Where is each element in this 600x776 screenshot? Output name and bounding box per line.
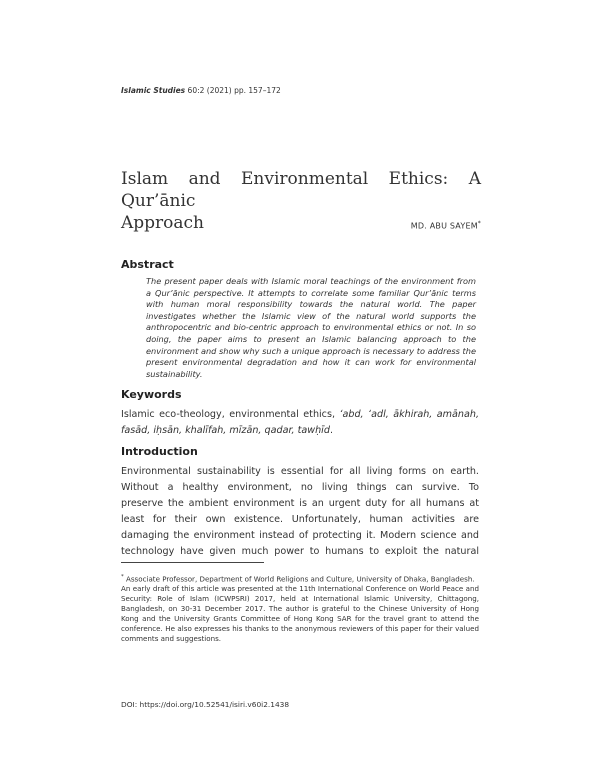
keywords-heading: Keywords [121,388,182,401]
introduction-line: Without a healthy environment, no living things can survive. To [121,482,479,493]
footnote-affiliation [121,572,479,584]
article-title-line-2: Approach [121,213,205,233]
footnote-marker: * [121,574,124,580]
doi-link[interactable]: DOI: https://doi.org/10.52541/isiri.v60i2.1438 [121,700,290,709]
journal-name: Islamic Studies [121,86,186,95]
author [411,220,481,231]
running-head [121,86,281,95]
introduction-heading: Introduction [121,445,198,458]
footnote-divider [121,562,264,563]
article-title-line-1: Islam and Environmental Ethics: A Qur’ānic [121,169,481,211]
introduction-line: preserve the ambient environment is an urgent duty for all humans at [121,498,479,509]
keywords-end: . [329,425,333,436]
footnote [121,572,479,644]
keywords-text [121,407,479,439]
author-name: MD. ABU SAYEM [410,221,478,231]
introduction-line: technology have given much power to humans to exploit the natural [121,546,479,557]
keywords-italic: ʻabd, ʻadl, ākhirah, amānah, fasād, iḥsān, khalīfah, mīzān, qadar, tawḥīd [121,409,479,436]
introduction-line: Environmental sustainability is essential for all living forms on earth. [121,466,479,477]
introduction-text [121,464,479,560]
abstract-heading: Abstract [121,258,174,271]
footnote-draft-note: An early draft of this article was presented at the 11th International Conference on World Peace and Security: Role of Islam (ICWPSRI) 2017, held at International Islamic University, Chittagong, Bangladesh, on 30-31 December 2017. The author is grateful to the Chinese University of Hong Kong and the University Grants Committee of Hong Kong SAR for the travel grant to attend the conference. He also expresses his thanks to the anonymous reviewers of this paper for their valued comments and suggestions. [121,584,479,644]
author-footnote-marker[interactable]: * [477,220,481,227]
keywords-plain: Islamic eco-theology, environmental ethics, [121,409,340,420]
footnote-affiliation-text: Associate Professor, Department of World Religions and Culture, University of Dhaka, Bangladesh. [123,574,475,584]
introduction-line: damaging the environment instead of protecting it. Modern science and [121,530,479,541]
abstract-text: The present paper deals with Islamic moral teachings of the environment from a Qur’ānic perspective. It attempts to correlate some familiar Qur’ānic terms with human moral responsibility towards the natural world. The paper investigates whether the Islamic view of the natural world supports the anthropocentric and bio-centric approach to environmental ethics or not. In so doing, the paper aims to present an Islamic balancing approach to the environment and show why such a unique approach is necessary to address the present environmental degradation and how it can work for environmental sustainability. [146,276,476,379]
introduction-line: least for their own existence. Unfortunately, human activities are [121,514,479,525]
journal-citation: 60:2 (2021) pp. 157–172 [187,86,281,95]
